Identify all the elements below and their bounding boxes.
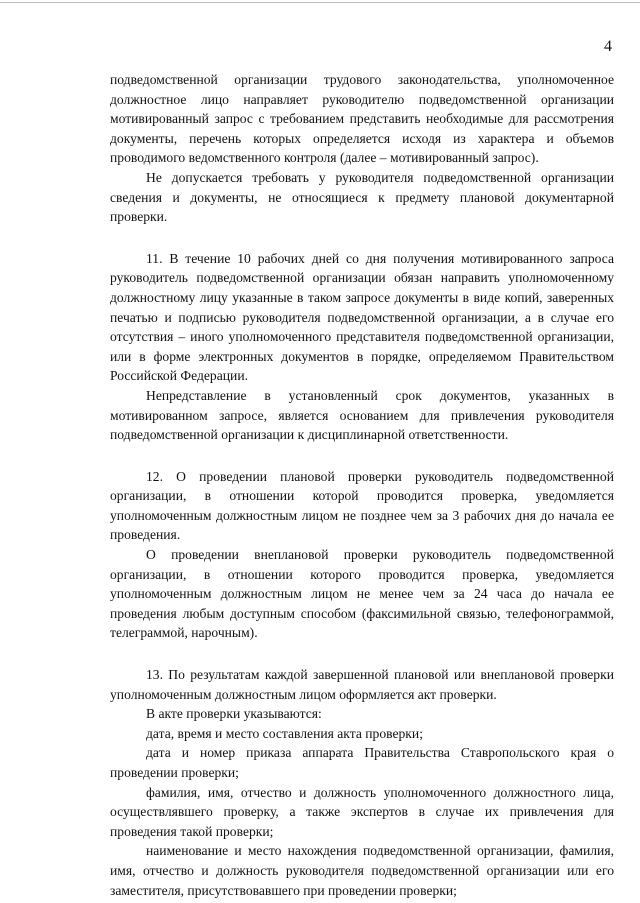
paragraph-11-nonsubmission: Непредставление в установленный срок документов, указанных в мотивированном запросе, является основанием для привлечения руководителя подведомственной организации к дисциплинарной ответственности.: [110, 387, 614, 443]
paragraph-13-item-organization: наименование и место нахождения подведомственной организации, фамилия, имя, отчество и должность руководителя подведомственной организации или его заместителя, присутствовавшего при проведении проверки;: [110, 843, 614, 898]
page-number: 4: [604, 38, 612, 55]
paragraph-13-item-date: дата, время и место составления акта проверки;: [146, 725, 423, 741]
paragraph-13-item-order: дата и номер приказа аппарата Правительства Ставропольского края о проведении проверки;: [110, 745, 614, 780]
document-body: [110, 70, 614, 900]
top-rule: [0, 2, 640, 3]
paragraph-continuation: подведомственной организации трудового законодательства, уполномоченное должностное лицо направляет руководителю подведомственной организации мотивированный запрос с требованием представить необходимые для рассмотрения документы, перечень которых определяется исходя из характера и объемов проводимого ведомственного контроля (далее – мотивированный запрос).: [110, 72, 614, 166]
paragraph-13-item-official: фамилия, имя, отчество и должность уполномоченного должностного лица, осуществлявшего проверку, а также экспертов в случае их привлечения для проведения такой проверки;: [110, 784, 614, 839]
paragraph-13-intro: В акте проверки указываются:: [146, 706, 322, 722]
paragraph-12-unscheduled: О проведении внеплановой проверки руководитель подведомственной организации, в отношении которого проводится проверка, уведомляется уполномоченным должностным лицом не менее чем за 24 часа до начала ее проведения любым доступным способом (факсимильной связью, телефонограммой, телеграммой, нарочным).: [110, 547, 614, 641]
paragraph-12: 12. О проведении плановой проверки руководитель подведомственной организации, в отношении которой проводится проверка, уведомляется уполномоченным должностным лицом не позднее чем за 3 рабочих дня до начала ее проведения.: [110, 468, 614, 543]
section-gap: [110, 445, 614, 467]
paragraph-13: 13. По результатам каждой завершенной плановой или внеплановой проверки уполномоченным должностным лицом оформляется акт проверки.: [110, 667, 614, 702]
section-gap: [110, 227, 614, 249]
paragraph-no-require: Не допускается требовать у руководителя подведомственной организации сведения и документы, не относящиеся к предмету плановой документарной проверки.: [110, 169, 614, 225]
section-gap: [110, 643, 614, 665]
paragraph-11: 11. В течение 10 рабочих дней со дня получения мотивированного запроса руководитель подведомственной организации обязан направить уполномоченному должностному лицу указанные в таком запросе документы в виде копий, заверенных печатью и подписью руководителя подведомственной организации, а в случае его отсутствия – иного уполномоченного представителя подведомственной организации, или в форме электронных документов в порядке, определяемом Правительством Российской Федерации.: [110, 250, 614, 384]
